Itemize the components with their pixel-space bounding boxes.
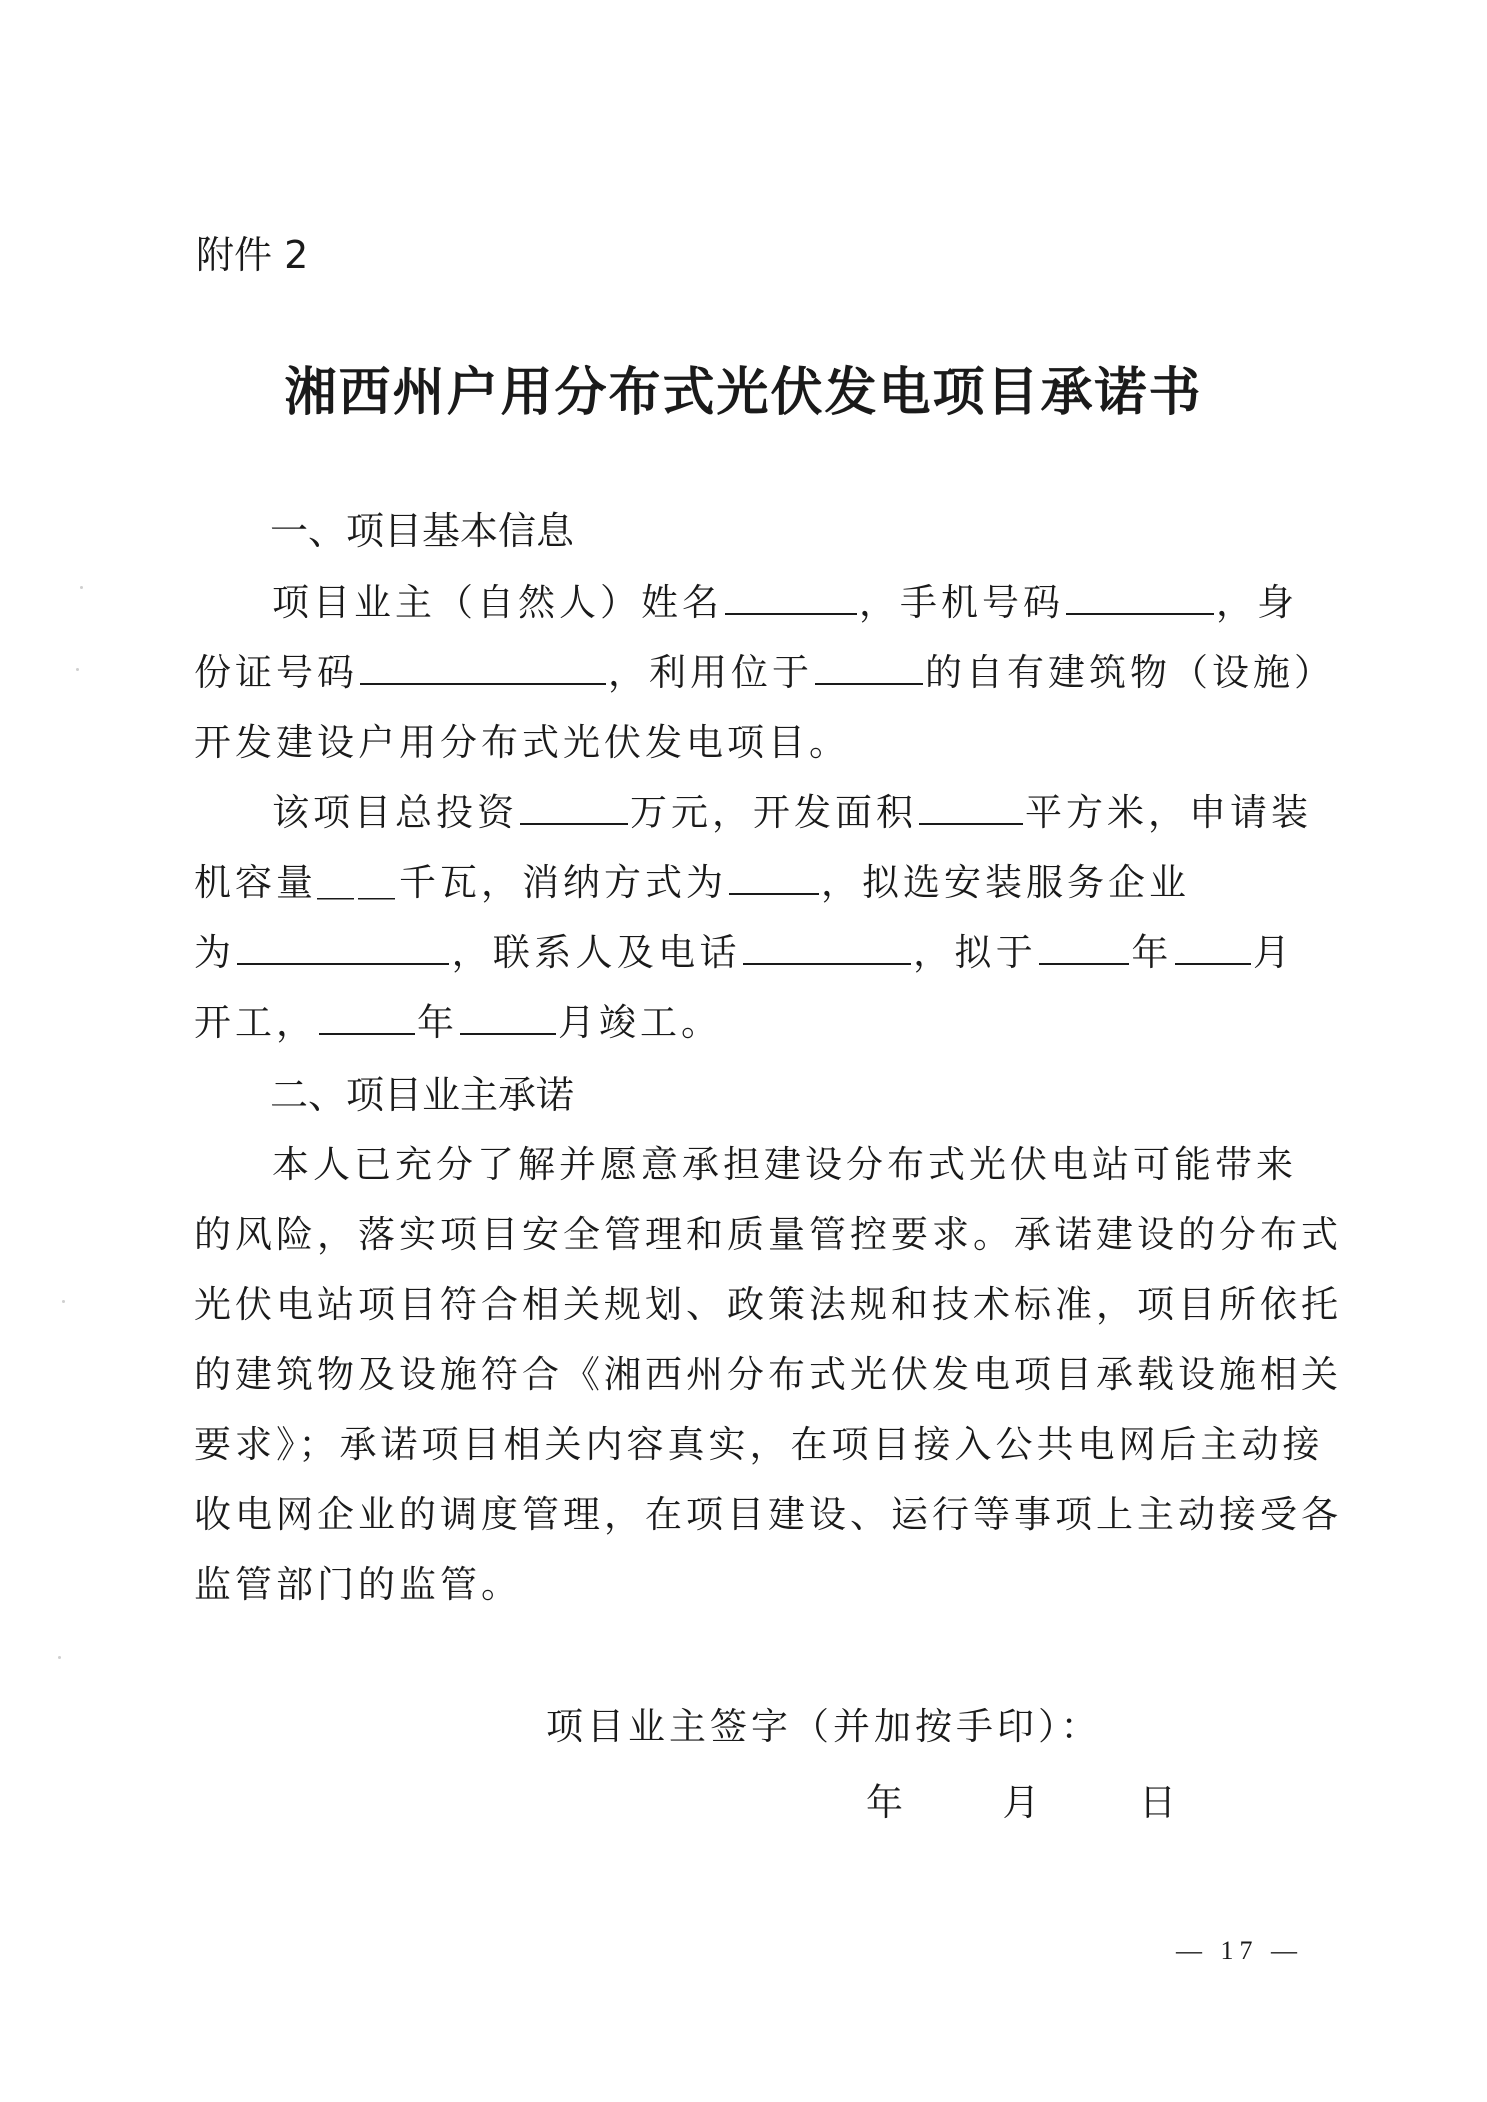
commitment-line: 的建筑物及设施符合《湘西州分布式光伏发电项目承载设施相关 — [194, 1353, 1342, 1396]
info-line-2: 份证号码 ，利用位于 的自有建筑物（设施） — [194, 651, 1335, 694]
finish-year-blank[interactable] — [319, 1003, 415, 1035]
document-title: 湘西州户用分布式光伏发电项目承诺书 — [284, 362, 1203, 423]
investment-blank[interactable] — [520, 793, 628, 825]
attachment-label: 附件 2 — [196, 233, 309, 277]
installer-blank[interactable] — [237, 933, 449, 965]
info-line-4: 该项目总投资 万元，开发面积 平方米，申请装 — [272, 791, 1312, 834]
scan-speck — [62, 1300, 65, 1303]
info-line-5: 机容量＿＿千瓦，消纳方式为 ，拟选安装服务企业 — [194, 861, 1190, 904]
date-month: 月 — [1002, 1781, 1040, 1824]
commitment-line: 的风险，落实项目安全管理和质量管控要求。承诺建设的分布式 — [194, 1213, 1342, 1256]
section-heading-commitment: 二、项目业主承诺 — [270, 1073, 575, 1117]
signature-date — [866, 1772, 1176, 1826]
consumption-mode-blank[interactable] — [729, 863, 819, 895]
contact-blank[interactable] — [743, 933, 911, 965]
finish-month-blank[interactable] — [460, 1003, 556, 1035]
page-number: — 17 — — [1176, 1936, 1303, 1965]
signature-label: 项目业主签字（并加按手印）： — [546, 1705, 1102, 1748]
scan-speck — [76, 668, 79, 671]
commitment-line: 本人已充分了解并愿意承担建设分布式光伏电站可能带来 — [272, 1143, 1297, 1186]
info-line-3: 开发建设户用分布式光伏发电项目。 — [194, 721, 850, 764]
info-line-6: 为 ，联系人及电话 ，拟于 年 月 — [194, 931, 1294, 974]
commitment-line: 光伏电站项目符合相关规划、政策法规和技术标准，项目所依托 — [194, 1283, 1342, 1326]
commitment-line: 要求》；承诺项目相关内容真实，在项目接入公共电网后主动接 — [194, 1423, 1324, 1466]
date-year: 年 — [866, 1781, 903, 1824]
date-day: 日 — [1139, 1781, 1177, 1824]
commitment-line: 收电网企业的调度管理，在项目建设、运行等事项上主动接受各 — [194, 1493, 1342, 1536]
start-month-blank[interactable] — [1175, 933, 1251, 965]
section-heading-basic-info: 一、项目基本信息 — [270, 509, 575, 553]
info-line-1: 项目业主（自然人）姓名 ，手机号码 ，身 — [272, 581, 1298, 624]
start-year-blank[interactable] — [1039, 933, 1129, 965]
phone-blank[interactable] — [1066, 583, 1214, 615]
scan-speck — [58, 1656, 61, 1659]
commitment-line: 监管部门的监管。 — [194, 1563, 522, 1606]
id-number-blank[interactable] — [360, 653, 606, 685]
scan-speck — [80, 586, 83, 589]
location-blank[interactable] — [815, 653, 923, 685]
area-blank[interactable] — [919, 793, 1023, 825]
info-line-7: 开工， 年 月竣工。 — [194, 1001, 722, 1044]
name-blank[interactable] — [725, 583, 857, 615]
